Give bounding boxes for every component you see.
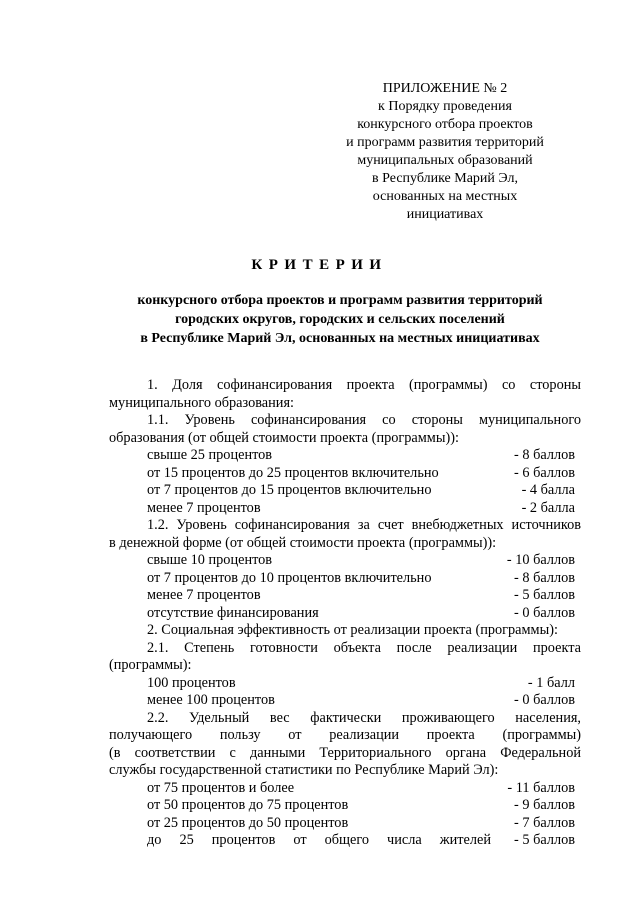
score-row [109, 500, 581, 518]
appendix-header [310, 80, 580, 224]
criterion-2-1-text: 2.1. Степень готовности объекта после реализации проекта [147, 639, 581, 656]
criterion-1-text: 1. Доля софинансирования проекта (программы) со стороны [147, 377, 581, 393]
criterion-1-text: муниципального образования: [109, 394, 294, 411]
score-row [109, 605, 581, 623]
score-points: - 0 баллов [514, 604, 575, 621]
score-points: - 8 баллов [514, 569, 575, 586]
score-row [109, 570, 581, 588]
score-label: от 15 процентов до 25 процентов включительно [147, 464, 439, 481]
score-points: - 0 баллов [514, 692, 575, 708]
score-label: менее 7 процентов [147, 587, 261, 603]
score-label: отсутствие финансирования [147, 604, 319, 621]
criterion-2-1-text: (программы): [109, 657, 192, 673]
score-label: от 25 процентов до 50 процентов [147, 814, 349, 831]
score-points: - 5 баллов [514, 587, 575, 603]
appendix-line: инициативах [406, 207, 484, 222]
score-label: от 7 процентов до 15 процентов включительно [147, 482, 432, 498]
score-points: - 11 баллов [507, 779, 575, 796]
score-row [109, 482, 581, 500]
score-label: от 7 процентов до 10 процентов включительно [147, 569, 432, 586]
score-label: свыше 10 процентов [147, 552, 273, 568]
score-label: свыше 25 процентов [147, 447, 273, 463]
criterion-2-2-text: получающего пользу от реализации проекта (программы) [109, 727, 581, 743]
score-points: - 8 баллов [514, 447, 575, 463]
criterion-1-2-text: 1.2. Уровень софинансирования за счет внебюджетных источников [147, 517, 581, 533]
score-label: менее 7 процентов [147, 499, 261, 516]
appendix-line: и программ развития территорий [346, 135, 544, 150]
document-subtitle [100, 291, 580, 348]
score-label: 100 процентов [147, 674, 236, 691]
document-title: КРИТЕРИИ [251, 257, 388, 273]
score-points: - 1 балл [527, 674, 575, 691]
subtitle-line: конкурсного отбора проектов и программ развития территорий [137, 293, 543, 308]
score-row [109, 587, 581, 605]
score-row [109, 815, 581, 833]
score-points: - 10 баллов [506, 552, 575, 568]
appendix-line: муниципальных образований [357, 153, 533, 168]
score-row [109, 447, 581, 465]
score-row [109, 552, 581, 570]
criteria-body [109, 377, 581, 850]
score-row [109, 675, 581, 693]
score-label: от 75 процентов и более [147, 779, 295, 796]
score-label: менее 100 процентов [147, 692, 275, 708]
score-row [109, 780, 581, 798]
score-points: - 2 балла [521, 499, 575, 516]
appendix-line: конкурсного отбора проектов [357, 117, 533, 132]
subtitle-line: в Республике Марий Эл, основанных на местных инициативах [140, 331, 540, 346]
score-points: - 4 балла [521, 482, 575, 498]
criterion-2-2-text: (в соответствии с данными Территориального органа Федеральной [109, 744, 581, 761]
score-label: от 50 процентов до 75 процентов [147, 797, 349, 813]
score-row [109, 832, 581, 850]
score-points: - 6 баллов [514, 464, 575, 481]
score-points: - 7 баллов [514, 814, 575, 831]
criterion-1-2-text: в денежной форме (от общей стоимости проекта (программы)): [109, 534, 497, 551]
appendix-line: в Республике Марий Эл, [372, 171, 518, 186]
score-row [109, 692, 581, 710]
appendix-line: основанных на местных [372, 189, 518, 204]
score-row [109, 797, 581, 815]
score-points: - 5 баллов [514, 832, 575, 848]
criterion-1-1-text: 1.1. Уровень софинансирования со стороны муниципального [147, 412, 581, 428]
criterion-2-text: 2. Социальная эффективность от реализации проекта (программы): [147, 622, 558, 638]
criterion-1-1-text: образования (от общей стоимости проекта (программы)): [109, 429, 459, 446]
criterion-2-2-text: службы государственной статистики по Республике Марий Эл): [109, 762, 499, 778]
criterion-2-2-text: 2.2. Удельный вес фактически проживающего населения, [147, 709, 581, 726]
appendix-line: к Порядку проведения [378, 99, 512, 114]
score-points: - 9 баллов [514, 797, 575, 813]
subtitle-line: городских округов, городских и сельских поселений [175, 312, 505, 327]
score-label: до 25 процентов от общего числа жителей [147, 832, 491, 848]
score-row [109, 465, 581, 483]
appendix-line: ПРИЛОЖЕНИЕ № 2 [382, 81, 508, 96]
